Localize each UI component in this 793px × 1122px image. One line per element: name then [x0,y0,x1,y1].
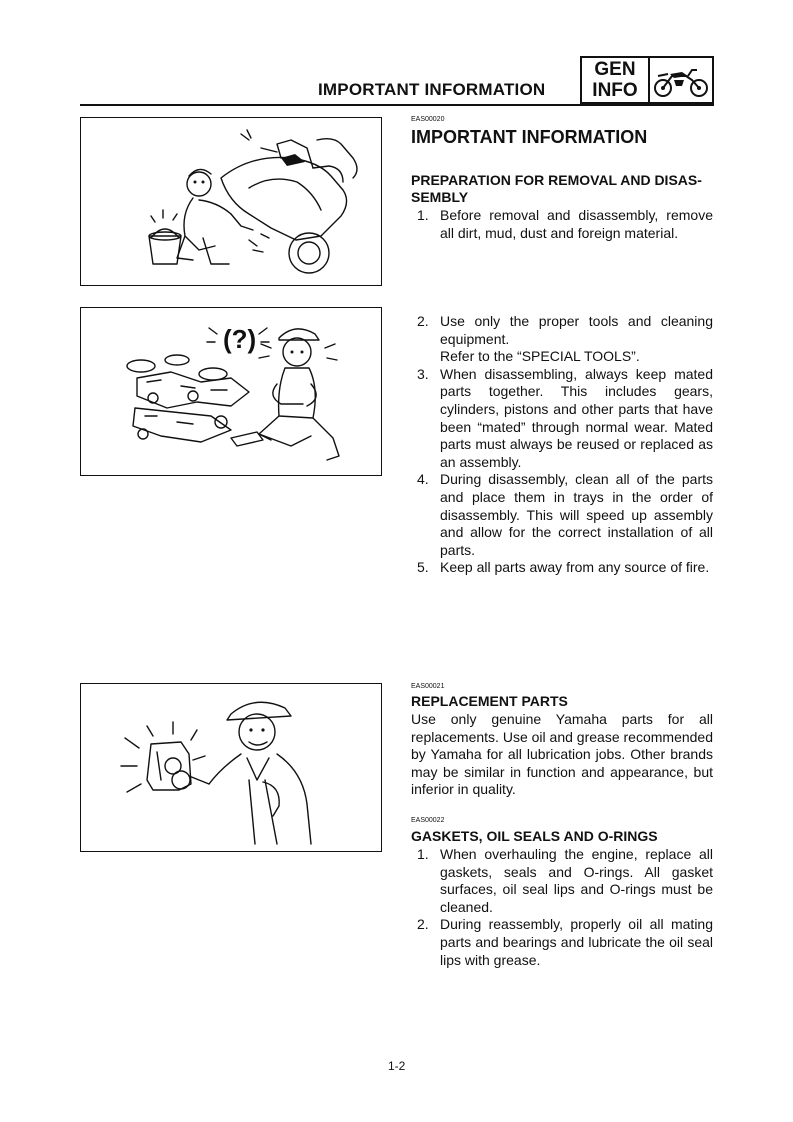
confused-mechanic-drawing [81,308,381,475]
washing-motorcycle-drawing [81,118,381,285]
preparation-steps-list-b [411,313,713,577]
section-title: GASKETS, OIL SEALS AND O-RINGS [411,828,658,844]
svg-text:(?): (?) [223,324,257,354]
list-item-text: Before removal and disassembly, remove all dirt, mud, dust and foreign material. [440,207,713,241]
subsection-title [411,172,702,206]
list-item-text: During disassembly, clean all of the parts and place them in trays in the order of disassembly. This will speed up assembly and allow for the correct installation of all parts. [440,471,713,558]
section-code: EAS00022 [411,817,445,824]
list-item-text: Keep all parts away from any source of fire. [440,559,710,576]
illustration-parts-disassembly [80,307,382,476]
subsection-title-line2: SEMBLY [411,189,469,205]
replacement-parts-text: Use only genuine Yamaha parts for all replacements. Use oil and grease recommended by Yamaha for all lubrication jobs. Other brands may be similar in function and appearance, but inferior in quality. [411,711,713,798]
list-item-number: 1. [417,207,429,223]
gasket-steps-list [411,846,713,969]
list-item-text: When disassembling, always keep mated parts together. This includes gears, cylinders, pistons and other parts that have been “mated” through normal wear. Mated parts must always be reused or replaced as an assembly. [440,365,713,470]
list-item-number: 2. [417,313,429,329]
list-item-text: Use only the proper tools and cleaning equipment. [440,313,713,347]
list-item [411,916,713,969]
list-item-number: 4. [417,471,429,488]
illustration-replacement-parts [80,683,382,852]
section-code: EAS00021 [411,683,445,690]
list-item-number: 1. [417,846,429,862]
list-item-number: 2. [417,916,429,933]
list-item-subtext: Refer to the “SPECIAL TOOLS”. [440,348,640,365]
motorcycle-icon [652,62,710,100]
header-rule [80,104,714,106]
list-item [411,207,713,242]
section-title: IMPORTANT INFORMATION [411,127,648,147]
list-item-text: During reassembly, properly oil all mating parts and bearings and lubricate the oil seal lips with grease. [440,916,713,968]
mechanic-with-part-drawing [81,684,381,851]
section-badge-line2: INFO [592,80,638,101]
list-item [411,313,713,366]
section-badge [580,56,714,104]
page-number: 1-2 [388,1059,406,1073]
list-item [411,471,713,559]
list-item [411,559,713,577]
badge-divider [648,58,650,102]
list-item-number: 3. [417,365,429,382]
preparation-steps-list-a [411,207,713,242]
list-item-number: 5. [417,559,429,576]
section-badge-label [584,59,646,101]
section-code: EAS00020 [411,116,445,123]
section-badge-line1: GEN [594,59,636,80]
list-item-text: When overhauling the engine, replace all gaskets, seals and O-rings. All gasket surfaces, oil seal lips and O-rings must be cleaned. [440,846,713,915]
illustration-washing-motorcycle [80,117,382,286]
subsection-title-line1: PREPARATION FOR REMOVAL AND DISAS- [411,172,702,188]
list-item [411,846,713,916]
list-item [411,366,713,472]
section-title: REPLACEMENT PARTS [411,693,568,709]
page-header-title: IMPORTANT INFORMATION [318,80,546,99]
